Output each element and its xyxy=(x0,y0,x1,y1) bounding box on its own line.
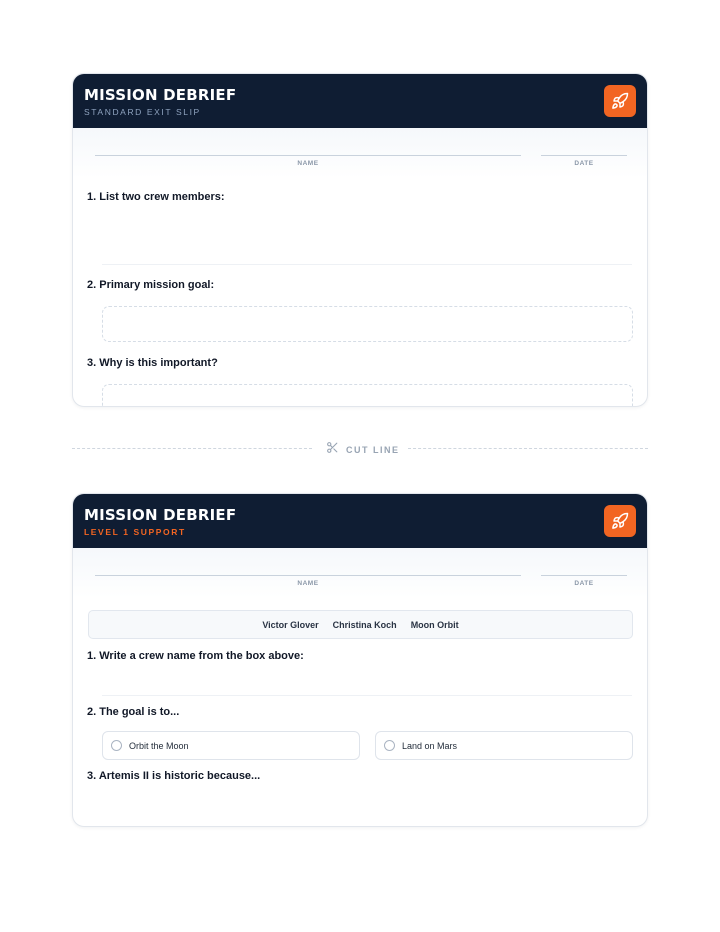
word-bank xyxy=(88,610,633,639)
name-label: NAME xyxy=(297,580,319,587)
option-orbit-moon[interactable] xyxy=(102,731,360,760)
date-field[interactable] xyxy=(541,575,627,576)
date-field[interactable] xyxy=(541,155,627,156)
radio-button[interactable] xyxy=(111,740,122,751)
card-subtitle: STANDARD EXIT SLIP xyxy=(84,107,201,117)
card-subtitle: LEVEL 1 SUPPORT xyxy=(84,527,186,537)
date-label: DATE xyxy=(574,580,594,587)
name-label: NAME xyxy=(297,160,319,167)
question-2: 2. The goal is to... xyxy=(87,706,180,718)
cut-label-group xyxy=(326,441,400,459)
scissors-icon xyxy=(326,441,339,459)
question-2: 2. Primary mission goal: xyxy=(87,279,215,291)
date-label: DATE xyxy=(574,160,594,167)
option-land-mars[interactable] xyxy=(375,731,633,760)
question-1: 1. Write a crew name from the box above: xyxy=(87,650,304,662)
card-title: MISSION DEBRIEF xyxy=(84,506,237,524)
question-3: 3. Artemis II is historic because... xyxy=(87,770,261,782)
answer-box-2[interactable] xyxy=(102,306,633,342)
option-label: Orbit the Moon xyxy=(129,740,189,751)
word-bank-item: Christina Koch xyxy=(332,619,397,630)
answer-line-1[interactable] xyxy=(102,695,632,696)
exit-slip-level-1 xyxy=(72,493,648,827)
cut-label: CUT LINE xyxy=(346,445,400,455)
card-header xyxy=(73,74,647,128)
cut-line xyxy=(72,441,648,457)
name-date-band xyxy=(73,548,647,598)
question-1: 1. List two crew members: xyxy=(87,191,225,203)
card-title: MISSION DEBRIEF xyxy=(84,86,237,104)
cut-dash-right xyxy=(408,448,648,449)
rocket-icon xyxy=(604,85,636,117)
answer-line-1[interactable] xyxy=(102,264,632,265)
word-bank-item: Victor Glover xyxy=(262,619,319,630)
word-bank-item: Moon Orbit xyxy=(410,619,459,630)
answer-box-3[interactable] xyxy=(102,384,633,407)
exit-slip-standard xyxy=(72,73,648,407)
card-header xyxy=(73,494,647,548)
cut-dash-left xyxy=(72,448,312,449)
name-field[interactable] xyxy=(95,575,521,576)
question-3: 3. Why is this important? xyxy=(87,357,218,369)
radio-button[interactable] xyxy=(384,740,395,751)
name-date-band xyxy=(73,128,647,178)
option-label: Land on Mars xyxy=(402,740,458,751)
name-field[interactable] xyxy=(95,155,521,156)
rocket-icon xyxy=(604,505,636,537)
